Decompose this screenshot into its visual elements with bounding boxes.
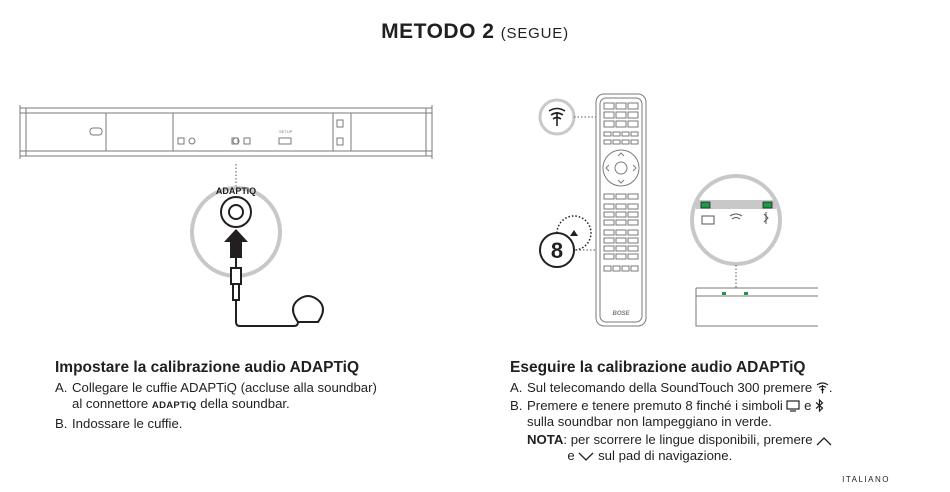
callout-number: 8 [550,238,564,263]
note-text2-pre: e [567,448,575,463]
left-item-b [55,416,475,432]
left-instructions [55,360,475,434]
title-main: METODO 2 [381,20,495,43]
soundbar-rear-illustration [18,104,438,340]
right-heading: Eseguire la calibrazione audio ADAPTiQ [510,359,806,376]
eight-callout [540,216,591,267]
right-item-b-marker: B. [510,398,523,413]
right-item-b-mid: e [804,398,812,413]
right-item-b [510,398,890,430]
right-item-b-line2: sulla soundbar non lampeggiano in verde. [527,414,772,429]
left-item-b-text: Indossare le cuffie. [72,416,183,431]
right-item-a-marker: A. [510,380,523,395]
page-title [0,20,950,44]
title-subtitle: (SEGUE) [500,25,569,42]
left-item-a [55,380,475,414]
wifi-icon [816,381,829,394]
footer-language: ITALIANO [842,475,890,484]
wifi-callout-icon [540,100,574,134]
left-heading: Impostare la calibrazione audio ADAPTiQ [55,359,360,376]
note-label: NOTA [527,432,564,447]
left-item-a-marker: A. [55,380,68,395]
setup-port-label: SETUP [279,129,293,134]
remote-soundbar-illustration [534,90,824,340]
remote-control [596,94,646,326]
right-item-b-pre: Premere e tenere premuto 8 finché i simboli [527,398,783,413]
tv-icon [786,400,800,412]
left-item-a-line1: Collegare le cuffie ADAPTiQ (accluse alla soundbar) [72,380,377,395]
right-item-a-after: . [828,380,833,395]
adaptiq-jack-icon [221,197,251,227]
note-text1: : per scorrere le lingue disponibili, premere [563,432,813,447]
right-instructions [510,360,890,464]
right-item-a [510,380,890,396]
soundbar-front-zoom [692,176,818,326]
right-item-a-text: Sul telecomando della SoundTouch 300 premere [527,380,813,395]
bluetooth-icon [815,399,824,412]
left-item-a-line2-post: della soundbar. [196,396,290,411]
note-block [527,432,890,464]
chevron-down-icon [578,452,594,462]
remote-brand-logo: BOSE [612,311,630,317]
left-item-a-line2-pre: al connettore [72,396,152,411]
note-text2-post: sul pad di navigazione. [598,448,733,463]
adaptiq-port-label: ADAPTiQ [215,186,257,196]
left-item-a-connector: ADAPTiQ [151,400,197,411]
chevron-up-icon [816,436,832,446]
left-item-b-marker: B. [55,416,68,431]
